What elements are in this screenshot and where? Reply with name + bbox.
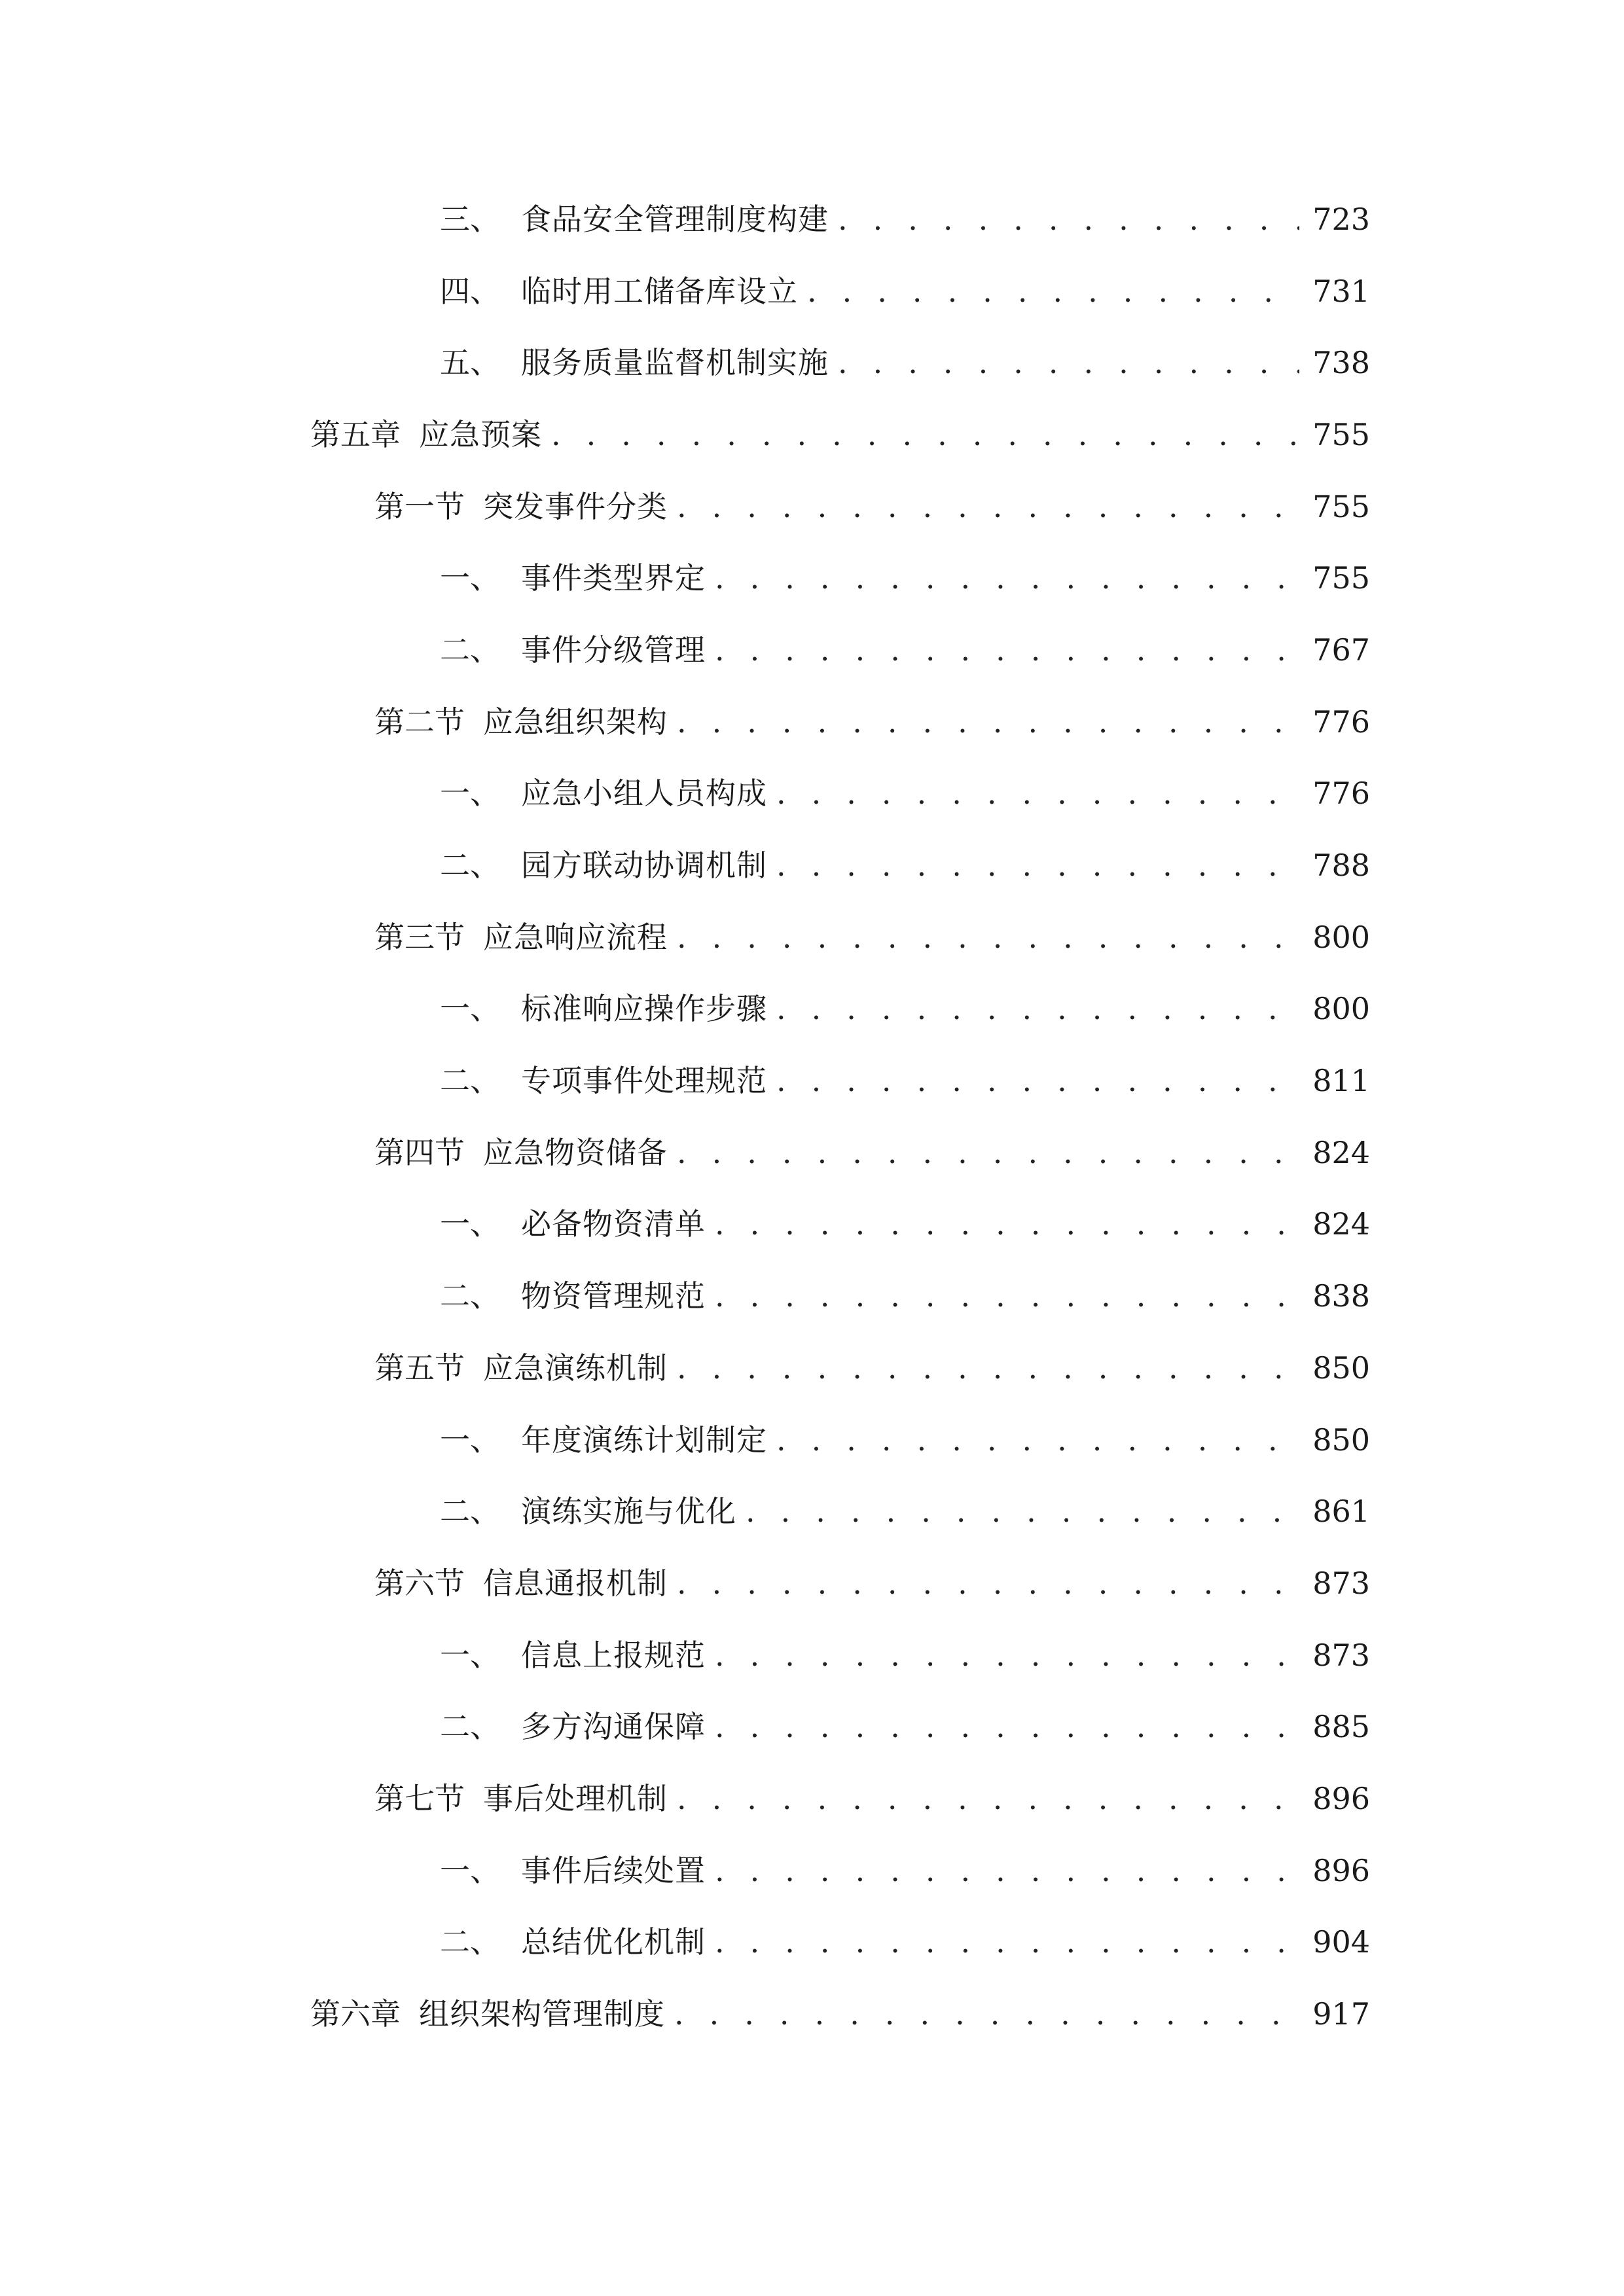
toc-entry-page-number: 788: [1312, 848, 1370, 884]
toc-entry[interactable]: [0, 1045, 1624, 1117]
toc-entry-title: 多方沟通保障: [521, 1709, 706, 1745]
toc-entry-number: 第四节: [374, 1134, 465, 1170]
toc-dot-leader: [746, 1496, 1299, 1526]
toc-entry-number: 五、: [440, 345, 500, 381]
toc-entry-number: 一、: [440, 1637, 500, 1673]
toc-entry-page-number: 885: [1312, 1709, 1370, 1745]
toc-entry-title: 事件类型界定: [521, 560, 706, 596]
toc-entry-page-number: 824: [1312, 1134, 1370, 1170]
toc-entry-title: 应急物资储备: [483, 1134, 668, 1170]
toc-dot-leader: [715, 1281, 1299, 1311]
toc-dot-leader: [715, 1640, 1299, 1670]
toc-dot-leader: [776, 850, 1299, 880]
toc-entry-number: 第五章: [310, 416, 401, 452]
toc-dot-leader: [715, 1856, 1299, 1886]
toc-entry-page-number: 811: [1312, 1063, 1370, 1099]
toc-dot-leader: [551, 420, 1299, 450]
toc-entry-title: 食品安全管理制度构建: [521, 201, 829, 237]
toc-entry-title: 总结优化机制: [521, 1924, 706, 1960]
toc-entry[interactable]: [0, 1619, 1624, 1691]
toc-entry[interactable]: [0, 1691, 1624, 1763]
toc-entry-page-number: 776: [1312, 704, 1370, 740]
toc-entry-title: 应急预案: [419, 416, 542, 452]
toc-dot-leader: [776, 1425, 1299, 1455]
toc-entry-page-number: 917: [1312, 1996, 1370, 2032]
toc-entry-page-number: 904: [1312, 1924, 1370, 1960]
toc-entry[interactable]: [0, 901, 1624, 973]
toc-entry-number: 一、: [440, 776, 500, 812]
toc-dot-leader: [838, 204, 1299, 234]
toc-dot-leader: [677, 707, 1299, 737]
table-of-contents: [0, 183, 1624, 2050]
toc-entry-title: 突发事件分类: [483, 488, 668, 524]
toc-entry-page-number: 731: [1312, 273, 1370, 309]
toc-entry-page-number: 800: [1312, 991, 1370, 1027]
toc-dot-leader: [715, 1927, 1299, 1957]
toc-entry[interactable]: [0, 1547, 1624, 1619]
toc-entry-title: 应急演练机制: [483, 1350, 668, 1386]
toc-entry-page-number: 738: [1312, 345, 1370, 381]
toc-entry-number: 二、: [440, 1278, 500, 1314]
toc-entry-page-number: 850: [1312, 1422, 1370, 1458]
toc-entry-number: 一、: [440, 560, 500, 596]
toc-entry-title: 应急小组人员构成: [521, 776, 767, 812]
toc-dot-leader: [677, 492, 1299, 522]
toc-entry[interactable]: [0, 542, 1624, 614]
toc-entry[interactable]: [0, 1404, 1624, 1476]
toc-entry-number: 一、: [440, 1422, 500, 1458]
toc-entry[interactable]: [0, 1907, 1624, 1979]
toc-dot-leader: [715, 1209, 1299, 1239]
toc-entry[interactable]: [0, 686, 1624, 758]
toc-dot-leader: [715, 563, 1299, 593]
toc-entry-title: 年度演练计划制定: [521, 1422, 767, 1458]
toc-entry-number: 第二节: [374, 704, 465, 740]
toc-entry[interactable]: [0, 973, 1624, 1045]
toc-entry[interactable]: [0, 327, 1624, 399]
toc-dot-leader: [776, 994, 1299, 1024]
toc-entry[interactable]: [0, 1763, 1624, 1835]
toc-entry-page-number: 723: [1312, 201, 1370, 237]
toc-entry[interactable]: [0, 255, 1624, 327]
toc-entry-number: 四、: [440, 273, 500, 309]
toc-entry-title: 事件后续处置: [521, 1852, 706, 1888]
toc-entry-title: 应急响应流程: [483, 919, 668, 955]
toc-entry-number: 第七节: [374, 1780, 465, 1816]
toc-dot-leader: [715, 1712, 1299, 1742]
toc-entry-page-number: 896: [1312, 1852, 1370, 1888]
toc-dot-leader: [674, 1999, 1299, 2029]
toc-entry-page-number: 873: [1312, 1637, 1370, 1673]
toc-entry-page-number: 861: [1312, 1494, 1370, 1530]
toc-entry-page-number: 767: [1312, 632, 1370, 668]
toc-dot-leader: [677, 1784, 1299, 1814]
toc-dot-leader: [776, 778, 1299, 808]
toc-entry-number: 二、: [440, 1924, 500, 1960]
toc-entry-number: 一、: [440, 1206, 500, 1242]
toc-dot-leader: [776, 1066, 1299, 1096]
toc-entry-title: 必备物资清单: [521, 1206, 706, 1242]
toc-entry-number: 第一节: [374, 488, 465, 524]
toc-entry[interactable]: [0, 183, 1624, 255]
toc-entry[interactable]: [0, 829, 1624, 901]
toc-entry-number: 二、: [440, 1063, 500, 1099]
toc-entry-page-number: 896: [1312, 1780, 1370, 1816]
toc-entry-page-number: 838: [1312, 1278, 1370, 1314]
toc-entry-title: 信息上报规范: [521, 1637, 706, 1673]
toc-entry-number: 第五节: [374, 1350, 465, 1386]
toc-entry[interactable]: [0, 1189, 1624, 1261]
toc-entry-number: 一、: [440, 991, 500, 1027]
toc-entry-number: 二、: [440, 1494, 500, 1530]
toc-entry[interactable]: [0, 1332, 1624, 1404]
toc-entry-page-number: 873: [1312, 1565, 1370, 1601]
toc-entry-title: 事件分级管理: [521, 632, 706, 668]
toc-entry-number: 第三节: [374, 919, 465, 955]
toc-entry-number: 二、: [440, 848, 500, 884]
toc-entry[interactable]: [0, 614, 1624, 686]
toc-entry[interactable]: [0, 399, 1624, 471]
toc-entry-title: 服务质量监督机制实施: [521, 345, 829, 381]
toc-entry[interactable]: [0, 1260, 1624, 1332]
toc-entry-page-number: 824: [1312, 1206, 1370, 1242]
toc-entry-page-number: 850: [1312, 1350, 1370, 1386]
toc-entry-title: 演练实施与优化: [521, 1494, 736, 1530]
toc-entry-title: 园方联动协调机制: [521, 848, 767, 884]
toc-entry-title: 组织架构管理制度: [419, 1996, 665, 2032]
toc-entry[interactable]: [0, 1117, 1624, 1189]
toc-entry-title: 物资管理规范: [521, 1278, 706, 1314]
toc-entry-title: 应急组织架构: [483, 704, 668, 740]
toc-entry[interactable]: [0, 471, 1624, 543]
toc-entry-title: 事后处理机制: [483, 1780, 668, 1816]
toc-entry[interactable]: [0, 758, 1624, 830]
toc-dot-leader: [677, 1353, 1299, 1383]
toc-dot-leader: [677, 1138, 1299, 1168]
toc-entry-page-number: 755: [1312, 560, 1370, 596]
toc-entry-title: 标准响应操作步骤: [521, 991, 767, 1027]
toc-entry-page-number: 755: [1312, 416, 1370, 452]
toc-entry-number: 第六节: [374, 1565, 465, 1601]
toc-entry-number: 一、: [440, 1852, 500, 1888]
toc-entry[interactable]: [0, 1835, 1624, 1907]
toc-entry-page-number: 800: [1312, 919, 1370, 955]
toc-dot-leader: [677, 922, 1299, 952]
toc-entry-title: 信息通报机制: [483, 1565, 668, 1601]
toc-dot-leader: [677, 1568, 1299, 1598]
toc-entry-page-number: 755: [1312, 488, 1370, 524]
toc-dot-leader: [838, 348, 1299, 378]
toc-entry-number: 第六章: [310, 1996, 401, 2032]
toc-entry-title: 专项事件处理规范: [521, 1063, 767, 1099]
toc-entry-number: 三、: [440, 201, 500, 237]
toc-entry-number: 二、: [440, 632, 500, 668]
toc-dot-leader: [715, 635, 1299, 665]
toc-dot-leader: [807, 276, 1299, 306]
toc-entry-number: 二、: [440, 1709, 500, 1745]
toc-entry-page-number: 776: [1312, 776, 1370, 812]
toc-entry-title: 临时用工储备库设立: [521, 273, 798, 309]
toc-entry[interactable]: [0, 1475, 1624, 1547]
toc-entry[interactable]: [0, 1978, 1624, 2050]
